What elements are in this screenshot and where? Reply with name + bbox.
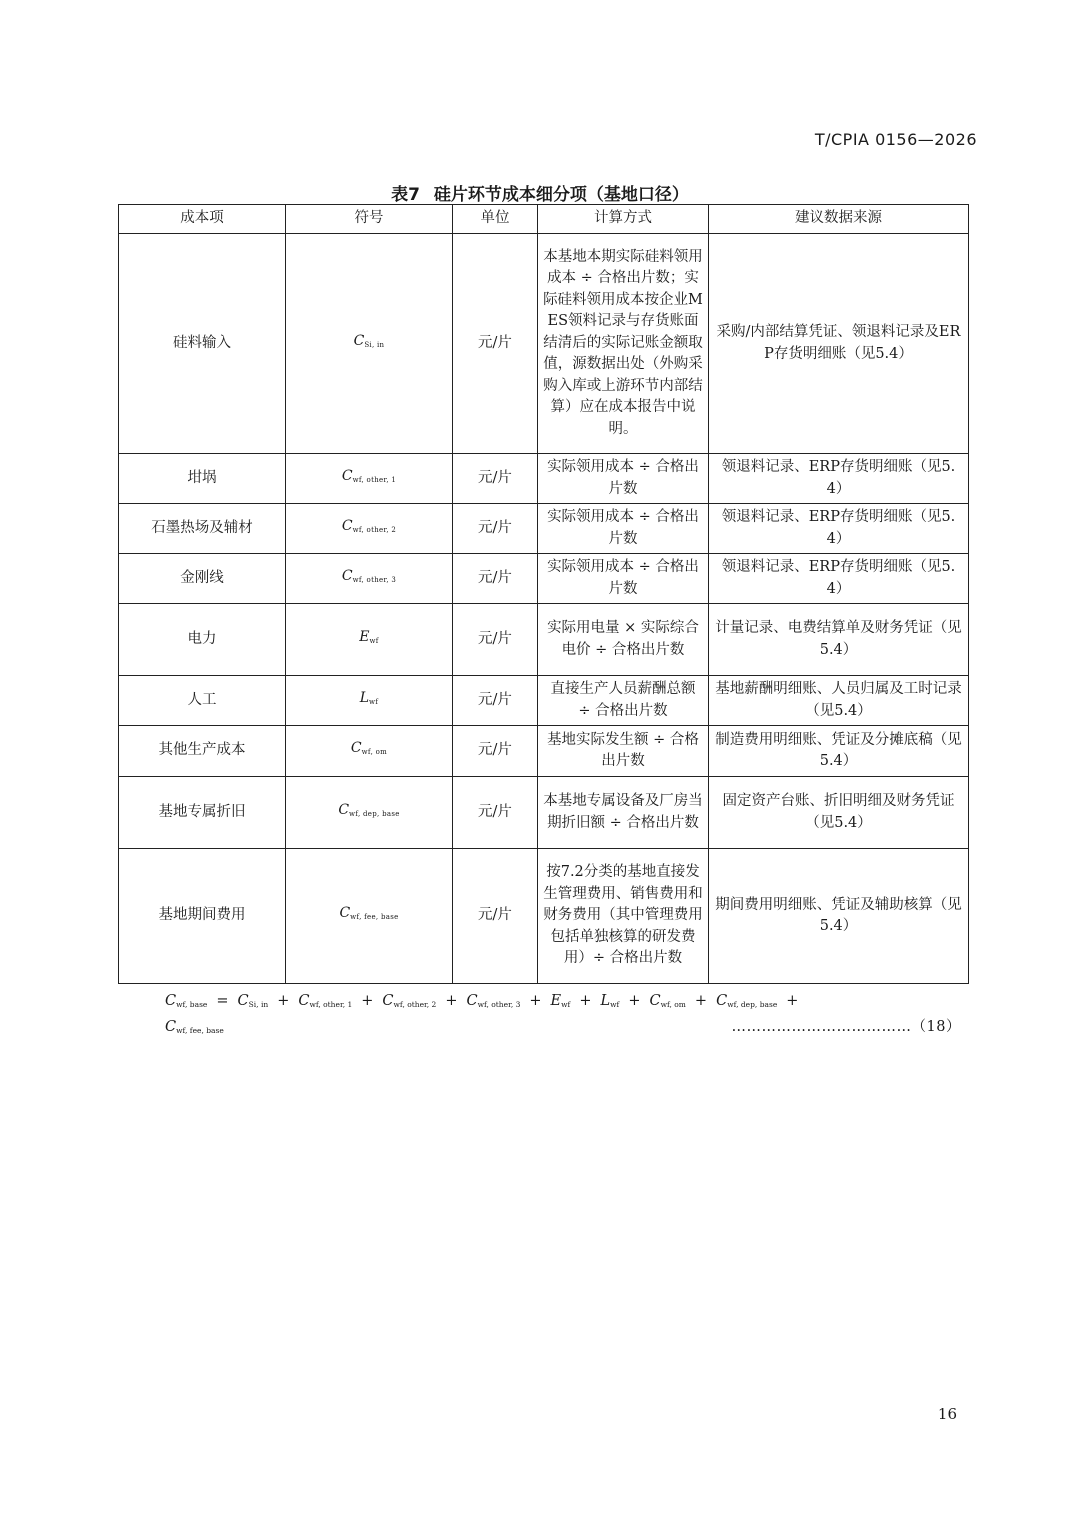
formula-var: C: [382, 993, 394, 1009]
symbol-subscript: wf: [369, 697, 379, 706]
symbol-base: C: [341, 467, 353, 484]
symbol-subscript: wf, om: [361, 748, 388, 757]
cell-cost-item: 电力: [119, 604, 286, 676]
symbol-base: L: [359, 689, 370, 706]
formula-subscript: Si, in: [248, 1000, 269, 1009]
cell-cost-item: 人工: [119, 676, 286, 726]
symbol: [342, 518, 396, 534]
cell-calculation: 实际领用成本 ÷ 合格出片数: [538, 554, 709, 604]
cell-cost-item: 石墨热场及辅材: [119, 504, 286, 554]
column-header-symbol: 符号: [286, 205, 453, 234]
column-header-calculation: 计算方式: [538, 205, 709, 234]
formula-var: C: [298, 993, 310, 1009]
table-row: [119, 234, 969, 454]
cell-data-source: 领退料记录、ERP存货明细账（见5.4）: [709, 454, 969, 504]
formula-line-1: [165, 990, 965, 1016]
symbol: [339, 905, 398, 921]
formula-subscript: wf: [610, 1000, 620, 1009]
cell-symbol: [286, 777, 453, 849]
symbol: [359, 629, 378, 645]
formula-term: [716, 993, 777, 1009]
cell-unit: 元/片: [453, 849, 538, 984]
cell-symbol: [286, 726, 453, 777]
cell-data-source: 领退料记录、ERP存货明细账（见5.4）: [709, 504, 969, 554]
cost-breakdown-table: [118, 204, 969, 984]
formula-operator: =: [216, 993, 229, 1009]
cell-unit: 元/片: [453, 777, 538, 849]
symbol-base: C: [341, 517, 353, 534]
cell-cost-item: 其他生产成本: [119, 726, 286, 777]
cell-cost-item: 坩埚: [119, 454, 286, 504]
cell-data-source: 计量记录、电费结算单及财务凭证（见5.4）: [709, 604, 969, 676]
table-row: [119, 726, 969, 777]
cell-unit: 元/片: [453, 676, 538, 726]
cell-symbol: [286, 554, 453, 604]
cell-symbol: [286, 604, 453, 676]
cell-cost-item: 基地期间费用: [119, 849, 286, 984]
formula-var: L: [600, 993, 611, 1009]
cell-unit: 元/片: [453, 504, 538, 554]
formula-term: [600, 993, 619, 1009]
formula-term: [165, 1019, 224, 1035]
table-row: [119, 454, 969, 504]
symbol-subscript: wf, dep, base: [349, 809, 400, 818]
cell-calculation: 按7.2分类的基地直接发生管理费用、销售费用和财务费用（其中管理费用包括单独核算的研发费用）÷ 合格出片数: [538, 849, 709, 984]
formula-term: [298, 993, 352, 1009]
cell-symbol: [286, 234, 453, 454]
cell-calculation: 本基地本期实际硅料领用成本 ÷ 合格出片数；实际硅料领用成本按企业MES领料记录与存货账面结清后的实际记账金额取值，源数据出处（外购采购入库或上游环节内部结算）应在成本报告中说明。: [538, 234, 709, 454]
table-title: [0, 180, 1080, 205]
formula-operator: +: [579, 993, 592, 1009]
formula-operator: +: [628, 993, 641, 1009]
table-row: [119, 554, 969, 604]
cell-data-source: 采购/内部结算凭证、领退料记录及ERP存货明细账（见5.4）: [709, 234, 969, 454]
cell-symbol: [286, 849, 453, 984]
formula-operator: +: [786, 993, 799, 1009]
symbol-subscript: wf: [369, 636, 379, 645]
formula-number: （18）: [911, 1019, 961, 1035]
formula-operator: +: [529, 993, 542, 1009]
cell-symbol: [286, 504, 453, 554]
formula-last-term: [165, 1019, 224, 1035]
formula-operator: +: [277, 993, 290, 1009]
formula-subscript: wf, base: [176, 1000, 208, 1009]
cell-unit: 元/片: [453, 554, 538, 604]
formula-var: C: [237, 993, 249, 1009]
formula-18: [165, 990, 965, 1038]
cell-cost-item: 硅料输入: [119, 234, 286, 454]
cell-unit: 元/片: [453, 726, 538, 777]
formula-var: C: [165, 1019, 177, 1035]
cell-calculation: 实际领用成本 ÷ 合格出片数: [538, 504, 709, 554]
cell-unit: 元/片: [453, 604, 538, 676]
cell-calculation: 直接生产人员薪酬总额 ÷ 合格出片数: [538, 676, 709, 726]
formula-leader-dots: ………………………………: [731, 1019, 912, 1035]
column-header-unit: 单位: [453, 205, 538, 234]
formula-var: C: [649, 993, 661, 1009]
formula-subscript: wf, other, 2: [393, 1000, 437, 1009]
formula-subscript: wf: [561, 1000, 571, 1009]
symbol-base: E: [359, 628, 370, 645]
formula-subscript: wf, dep, base: [727, 1000, 778, 1009]
formula-term: [649, 993, 685, 1009]
formula-subscript: wf, fee, base: [176, 1026, 224, 1035]
cell-data-source: 制造费用明细账、凭证及分摊底稿（见5.4）: [709, 726, 969, 777]
table-row: [119, 504, 969, 554]
formula-term: [238, 993, 269, 1009]
formula-leader-and-number: [732, 1016, 961, 1038]
formula-var: C: [165, 993, 177, 1009]
formula-lhs: [165, 993, 207, 1009]
formula-line-2: [165, 1016, 965, 1038]
cell-data-source: 固定资产台账、折旧明细及财务凭证（见5.4）: [709, 777, 969, 849]
symbol-subscript: wf, other, 3: [352, 575, 397, 584]
symbol: [342, 568, 396, 584]
column-header-item: 成本项: [119, 205, 286, 234]
page-number: 16: [937, 1405, 957, 1423]
symbol-base: C: [341, 567, 353, 584]
formula-operator: +: [445, 993, 458, 1009]
cell-symbol: [286, 454, 453, 504]
symbol: [360, 690, 378, 706]
table-title-text: 硅片环节成本细分项（基地口径）: [433, 185, 689, 205]
formula-var: E: [550, 993, 562, 1009]
table-row: [119, 604, 969, 676]
formula-subscript: wf, other, 3: [477, 1000, 521, 1009]
cell-cost-item: 基地专属折旧: [119, 777, 286, 849]
symbol-subscript: wf, other, 1: [352, 475, 397, 484]
formula-term: [382, 993, 436, 1009]
cell-calculation: 基地实际发生额 ÷ 合格出片数: [538, 726, 709, 777]
symbol: [338, 802, 399, 818]
table-row: [119, 676, 969, 726]
cell-data-source: 领退料记录、ERP存货明细账（见5.4）: [709, 554, 969, 604]
formula-term: [466, 993, 520, 1009]
formula-operator: +: [361, 993, 374, 1009]
formula-var: C: [466, 993, 478, 1009]
table-number: 表7: [391, 185, 420, 205]
formula-subscript: wf, om: [660, 1000, 686, 1009]
symbol-subscript: wf, fee, base: [350, 913, 399, 922]
symbol-base: C: [350, 740, 362, 757]
symbol-subscript: Si, in: [364, 340, 385, 349]
symbol: [354, 333, 385, 349]
cell-symbol: [286, 676, 453, 726]
formula-term: [551, 993, 571, 1009]
symbol: [342, 468, 396, 484]
symbol-base: C: [353, 332, 365, 349]
table-row: [119, 849, 969, 984]
cell-calculation: 实际领用成本 ÷ 合格出片数: [538, 454, 709, 504]
symbol-base: C: [338, 801, 350, 818]
cell-unit: 元/片: [453, 454, 538, 504]
symbol-subscript: wf, other, 2: [352, 525, 397, 534]
cell-calculation: 本基地专属设备及厂房当期折旧额 ÷ 合格出片数: [538, 777, 709, 849]
cell-calculation: 实际用电量 × 实际综合电价 ÷ 合格出片数: [538, 604, 709, 676]
formula-var: C: [716, 993, 728, 1009]
cell-unit: 元/片: [453, 234, 538, 454]
cell-cost-item: 金刚线: [119, 554, 286, 604]
formula-operator: +: [694, 993, 708, 1009]
document-code: T/CPIA 0156—2026: [814, 130, 977, 149]
cell-data-source: 基地薪酬明细账、人员归属及工时记录（见5.4）: [709, 676, 969, 726]
table-header-row: [119, 205, 969, 234]
table-row: [119, 777, 969, 849]
formula-subscript: wf, other, 1: [309, 1000, 353, 1009]
symbol: [351, 740, 387, 756]
cell-data-source: 期间费用明细账、凭证及辅助核算（见5.4）: [709, 849, 969, 984]
symbol-base: C: [339, 905, 351, 922]
column-header-data-source: 建议数据来源: [709, 205, 969, 234]
